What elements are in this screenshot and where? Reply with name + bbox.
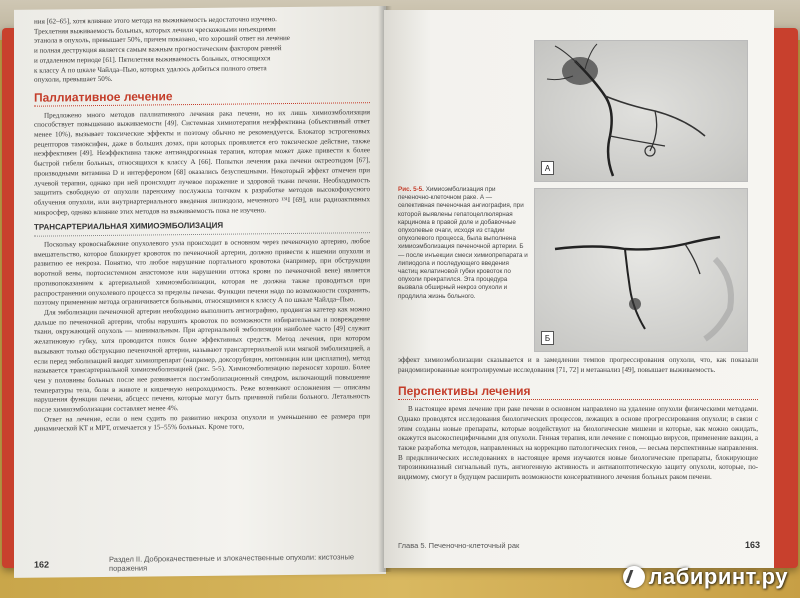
page-number-left: 162: [34, 559, 50, 570]
figure-caption-lead: Рис. 5-5.: [398, 186, 424, 193]
right-page-body: [398, 356, 758, 483]
running-footer-left: Раздел II. Доброкачественные и злокачественные опухоли: кистозные поражения: [109, 552, 355, 573]
angiography-figure-a: [534, 40, 748, 182]
figure-label-b: Б: [541, 331, 554, 345]
body-paragraph: Предложено много методов паллиативного лечения рака печени, но их лишь химиоэмболизация способствует повышению выживаемости [49]. Системная химиотерапия неэффективна (объективный ответ менее 10%), вызывает токсические эффекты и поэтому обычно не рекомендуется. Блокатор эстрогеновых рецепторов тамоксифен, даже в больших дозах, при которых проявляется его токсическое действие, также неэффективен [49]. Неэффективна также антиандрогенная терапия, которая может даже привести к более быстрой гибели больных, относящихся к классу А [66]. Попытки лечения рака печени октреотидом [67], производными витамина D и интерфероном [68] оказались безуспешными. Некоторый эффект отмечен при лучевой терапии, однако при ней происходит лучевое поражение и здоровой ткани печени. Необходимость защитить свободную от опухоли паренхиму послужила толчком к разработке методов высокофокусного облучения опухоли, или внутриартериального введения липиодола, меченного ¹³¹I [69], или радиоактивных микросфер, однако влияние этих методов на выживаемость пока не изучено.: [34, 107, 370, 217]
angiogram-image-b: [535, 189, 747, 351]
section-title-perspectives: Перспективы лечения: [398, 384, 531, 399]
left-page: [14, 6, 386, 578]
body-paragraph: Для эмболизации печеночной артерии необходимо выполнить ангиографию, продвигая катетер как можно дальше по печеночной артерии, чтобы нарушить кровоток по возможности избирательным и повреждение ткани, окружающей опухоль — минимальным. При артериальной эмболизации наиболее часто [49] служит желатиновую губку, хотя проводится поиск более эффективных средств. Метод лечения, при котором вызывают только обструкцию печеночной артерии, называют трансартериальной или мягкой эмболизацией, а если перед эмболизацией вводят химиопрепарат (например, доксорубицин, митомицин или цисплатин), метод называется трансартериальной химиоэмболизацией (рис. 5-5). Химиоэмболизацию переносят хорошо. Более чем у половины больных после нее развивается постэмболизационный синдром, включающий повышение температуры тела, боли в животе и кишечную непроходимость. Реже возникают осложнения — описаны нарушения функции печени, абсцесс печени, которые могут быть причиной гибели больного. Летальность после химиоэмболизации составляет менее 4%.: [34, 305, 370, 414]
section-palliative-body: [34, 108, 370, 218]
right-page: [384, 10, 774, 568]
page-number-right: 163: [744, 540, 760, 550]
intro-line: и отдаленном периоде [61]. Пятилетняя выживаемость больных, относящихся: [34, 54, 271, 65]
watermark-text: лабиринт.ру: [648, 564, 788, 589]
body-paragraph: В настоящее время лечение при раке печени в основном направлено на удаление опухоли физическими методами. Однако проводятся исследования биологических процессов, лежащих в основе прогрессирования опухоли; в связи с этим созданы новые препараты, которые воздействуют на биологические мишени и которые, как можно ожидать, окажутся высокоспецифичными для опухоли. Генная терапия, или лечение с помощью вирусов, применение вакцин, а также разработка методов, направленных на коррекцию патологических генов, — весьма перспективные направления. В предклинических исследованиях в настоящее время изучаются новые биологические препараты, блокирующие тирозинкиназный сигнальный путь, ангиогенную активность и антиапоптотическую защиту опухоли, которые, по-видимому, смогут в будущем расширить возможности консервативного лечения больных раком печени.: [398, 405, 758, 482]
running-footer-right: Глава 5. Печеночно-клеточный рак: [398, 540, 520, 550]
labirint-logo-icon: [623, 566, 645, 588]
intro-line: этанола в опухоль, превышает 50%, причем показано, что хороший ответ на лечение: [34, 34, 290, 46]
section-rule-right: [398, 399, 758, 400]
subsection-title-tace: ТРАНСАРТЕРИАЛЬНАЯ ХИМИОЭМБОЛИЗАЦИЯ: [34, 221, 224, 233]
left-page-body: [34, 14, 370, 435]
subsection-rule: [34, 232, 370, 237]
intro-line: опухоли, превышает 50%.: [34, 75, 113, 84]
subsection-tace-body: [34, 237, 370, 435]
body-paragraph: Поскольку кровоснабжение опухолевого узла происходит в основном через печеночную артерию, любое вмешательство, которое блокирует кровоток по печеночной артерии, должно привести к ишемии опухоли и развитию ее некроза. Понятно, что любое нарушение портального кровотока (например, при обструкции воротной вены, портосистемном анастомозе или нарушении оттока крови по печеночной вене) является противопоказанием к артериальной химиоэмболизации, которая не должна также проводиться при распространении опухолевого процесса за пределы печени. Функции печени надо по возможности сохранить, поэтому применение метода ограничивается больными, относящимися к классу А по шкале Чайлда–Пью.: [34, 237, 370, 307]
section-title-palliative: Паллиативное лечение: [34, 89, 173, 105]
body-paragraph: Ответ на лечение, если о нем судить по развитию некроза опухоли и уменьшению ее размера при динамической КТ и МРТ, отмечается у 15–55% больных. Кроме того,: [34, 411, 370, 434]
right-page-footer: [398, 538, 760, 552]
site-watermark: [623, 564, 788, 590]
figure-label-a: А: [541, 161, 554, 175]
intro-paragraph: [34, 14, 370, 85]
continuation-paragraph: эффект химиоэмболизации сказывается и в замедлении темпов прогрессирования опухоли, что, как показали рандомизированные контролируемые исследования [71, 72] и метаанализ [49], повышает выживаемость.: [398, 356, 758, 374]
left-page-footer: [34, 554, 374, 572]
section-perspectives-body: [398, 405, 758, 483]
figure-caption-text: Химиоэмболизация при печеночно-клеточном раке. А — селективная печеночная ангиография, при которой выявлены гепатоцеллюлярная карцинома в правой доле и добавочные опухолевые очаги, исходя из стадии опухолевого процесса, была выполнена химиоэмболизация печеночной артерии. Б — после инъекции смеси химиопрепарата и липиодола и последующего введения частиц желатиновой губки кровоток по опухоли прекратился. Эта процедура вызвала обширный некроз опухоли и продлила жизнь больного.: [398, 186, 528, 300]
intro-line: к классу А по шкале Чайлда–Пью, которых удалось добиться полного ответа: [34, 63, 267, 75]
angiogram-image-a: [535, 41, 747, 181]
intro-line: ния [62–65], хотя влияние этого метода на выживаемость недостаточно изучено.: [34, 15, 277, 26]
figure-caption: [398, 186, 528, 301]
intro-line: и полная деструкция является самым важным прогностическим фактором ранней: [34, 44, 282, 55]
angiography-figure-b: [534, 188, 748, 352]
intro-line: Трехлетняя выживаемость больных, которых лечили чрескожными инъекциями: [34, 24, 276, 36]
